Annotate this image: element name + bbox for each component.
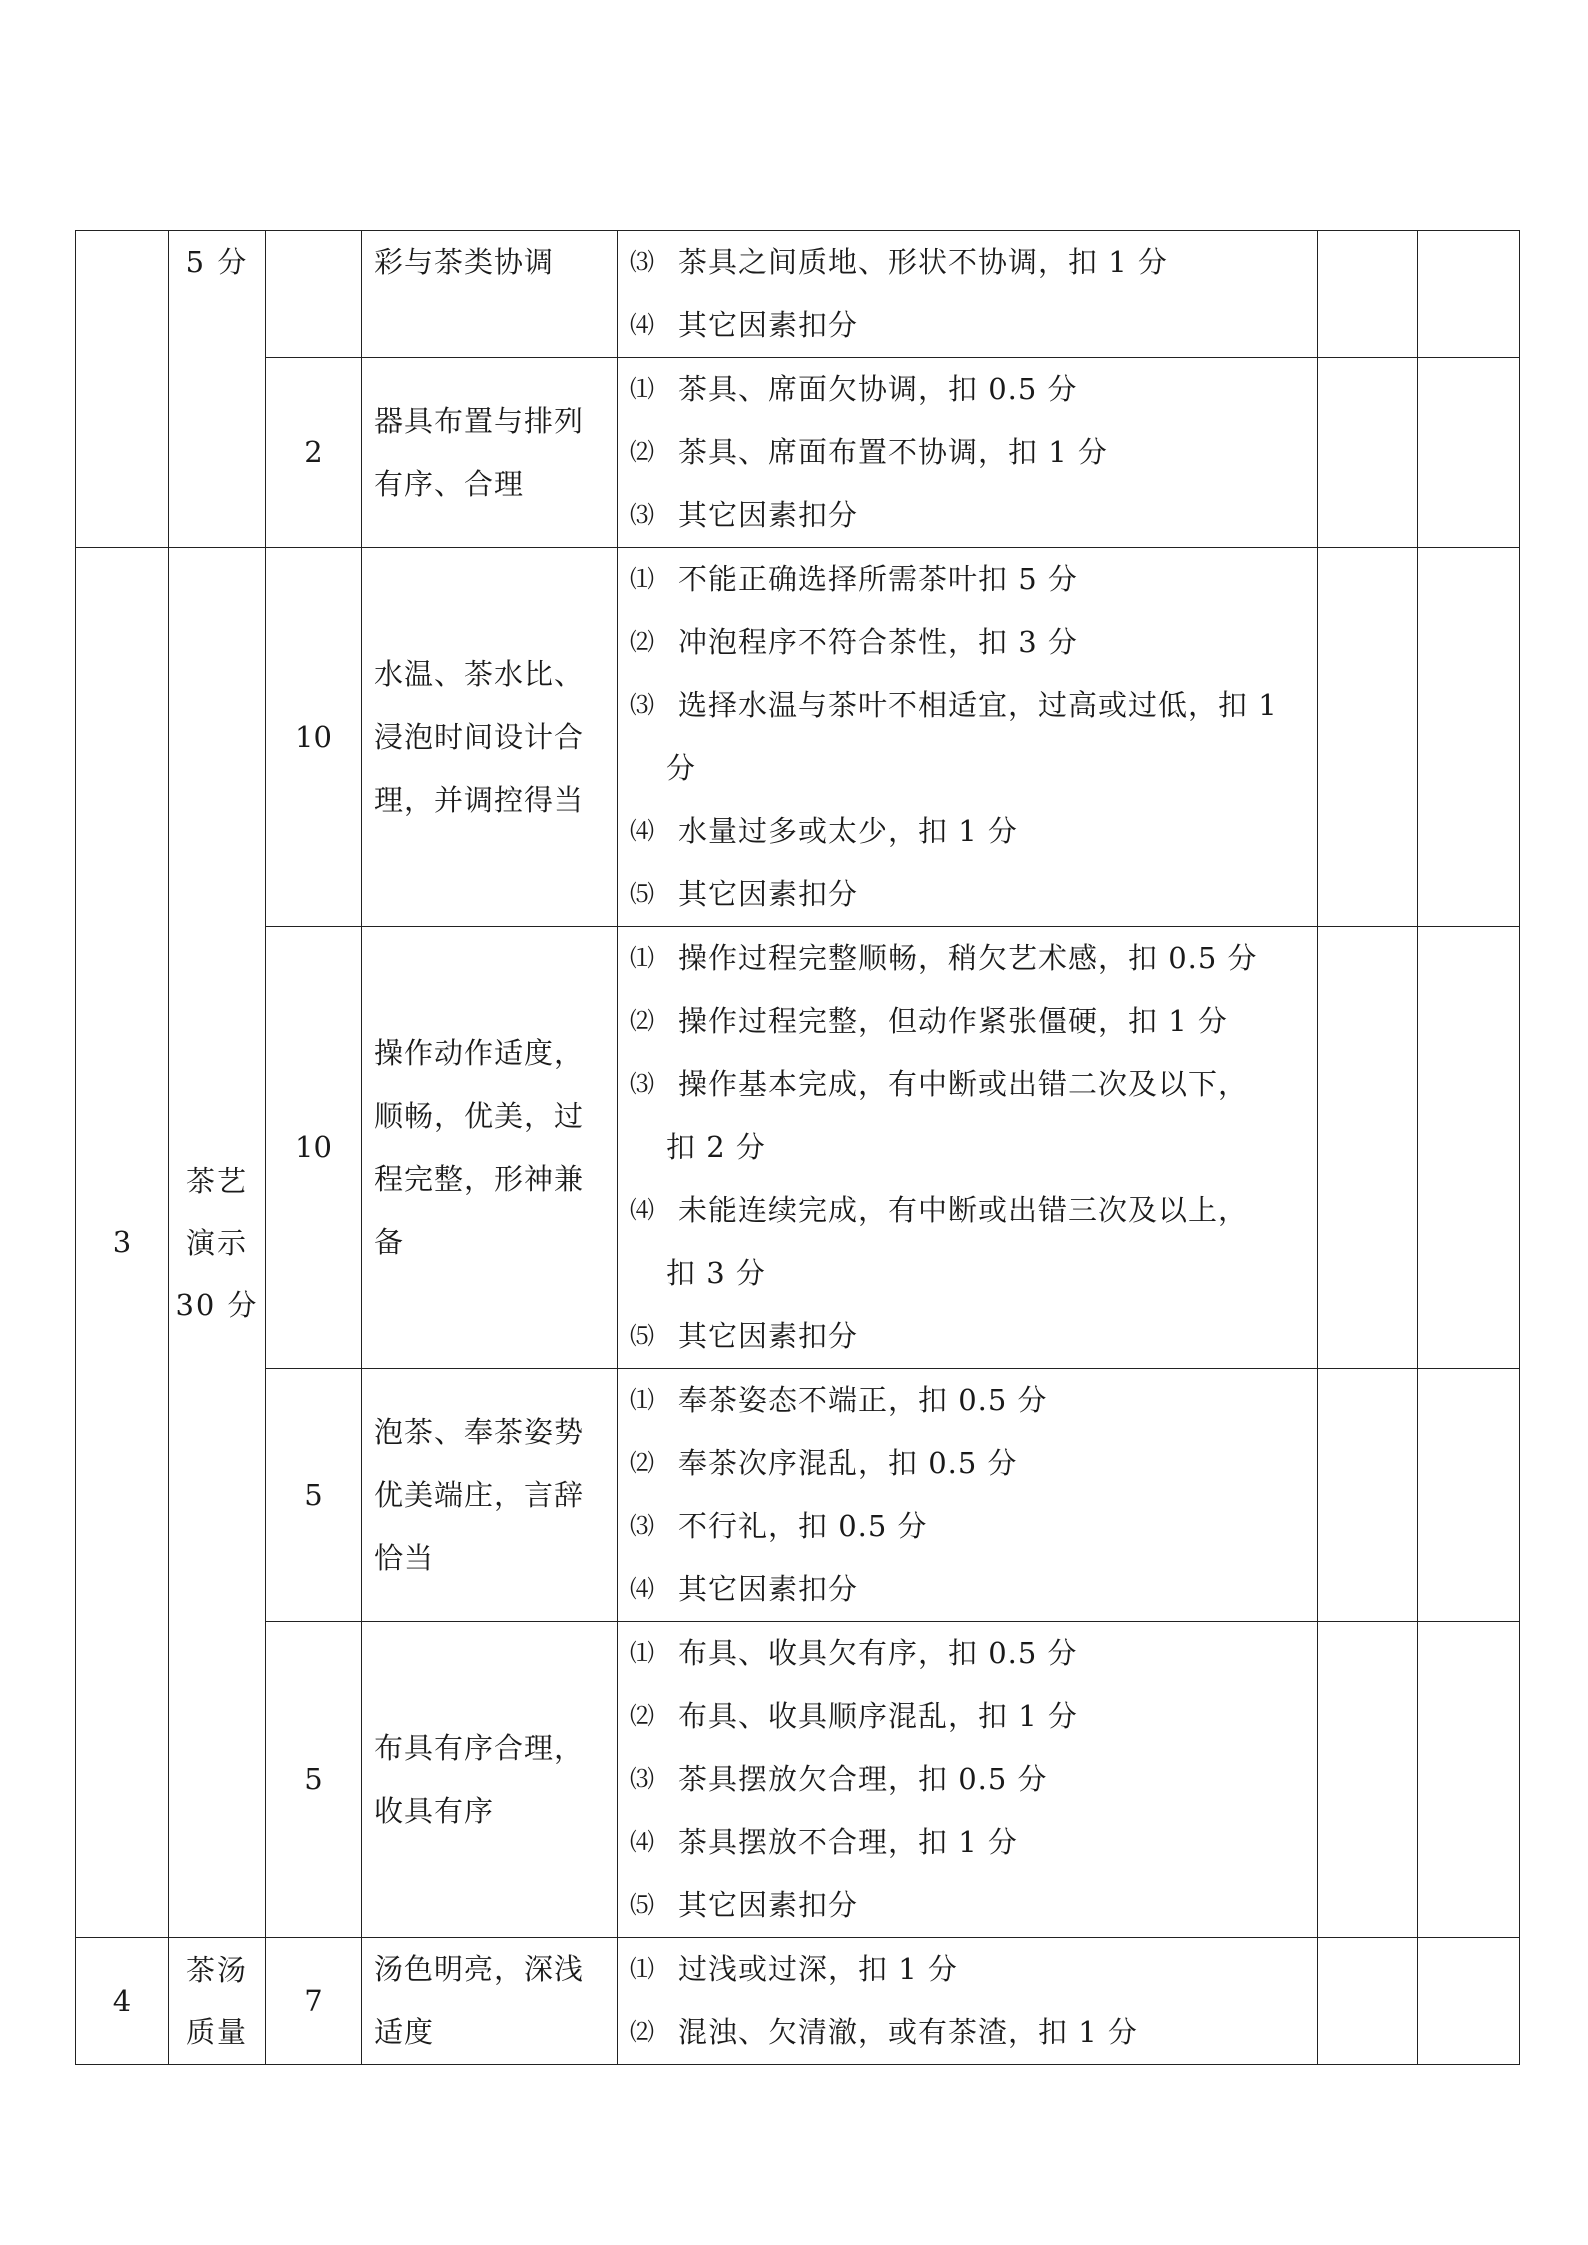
item-number-cell <box>76 231 169 548</box>
criterion-line: 浸泡时间设计合 <box>374 719 585 754</box>
rule-text: 选择水温与茶叶不相适宜，过高或过低，扣 1 <box>678 688 1278 722</box>
deduction-rule <box>630 1938 1313 2001</box>
criterion-line: 适度 <box>374 2015 435 2049</box>
score-cell: 5 <box>266 1369 362 1622</box>
item-category-cell <box>169 1938 266 2065</box>
score-entry-cell <box>1318 1622 1418 1938</box>
criterion-cell <box>362 358 618 548</box>
rule-text: 茶具摆放欠合理，扣 0.5 分 <box>678 1762 1048 1796</box>
rule-text: 布具、收具欠有序，扣 0.5 分 <box>678 1636 1078 1670</box>
remarks-cell <box>1418 1369 1520 1622</box>
rule-number: ⑵ <box>630 628 655 656</box>
criterion-line: 水温、茶水比、 <box>374 656 585 691</box>
rule-number: ⑷ <box>630 311 655 339</box>
score-cell: 10 <box>266 548 362 927</box>
rule-text: 操作过程完整顺畅，稍欠艺术感，扣 0.5 分 <box>678 941 1258 975</box>
rule-number: ⑷ <box>630 1828 655 1856</box>
rule-text: 冲泡程序不符合茶性，扣 3 分 <box>678 625 1078 659</box>
criterion-cell <box>362 231 618 358</box>
score-cell <box>266 231 362 358</box>
table-row <box>76 231 1520 358</box>
rule-text: 茶具之间质地、形状不协调，扣 1 分 <box>678 245 1168 279</box>
deduction-rule <box>630 294 1313 357</box>
score-cell: 5 <box>266 1622 362 1938</box>
score-entry-cell <box>1318 231 1418 358</box>
category-line: 演示 <box>185 1225 248 1260</box>
criterion-line: 恰当 <box>374 1540 435 1575</box>
deduction-rule <box>630 1116 1313 1179</box>
rule-number: ⑷ <box>630 1196 655 1224</box>
table-row <box>76 1938 1520 2065</box>
deduction-rule <box>630 1432 1313 1495</box>
rule-number: ⑶ <box>630 691 655 719</box>
rule-text: 布具、收具顺序混乱，扣 1 分 <box>678 1699 1078 1733</box>
rule-text: 扣 3 分 <box>666 1256 766 1290</box>
rule-text: 不能正确选择所需茶叶扣 5 分 <box>678 562 1078 596</box>
criterion-cell <box>362 927 618 1369</box>
deduction-rule <box>630 863 1313 926</box>
rule-number: ⑷ <box>630 817 655 845</box>
score-entry-cell <box>1318 1369 1418 1622</box>
deduction-rule <box>630 421 1313 484</box>
rule-text: 茶具、席面欠协调，扣 0.5 分 <box>678 372 1078 406</box>
deduction-rule <box>630 1558 1313 1621</box>
criterion-line: 程完整，形神兼 <box>374 1161 585 1196</box>
score-entry-cell <box>1318 1938 1418 2065</box>
category-line: 质量 <box>185 2015 248 2049</box>
deduction-rule <box>630 1179 1313 1242</box>
deduction-rule <box>630 548 1313 611</box>
criterion-line: 优美端庄，言辞 <box>374 1477 585 1512</box>
deduction-rule <box>630 1685 1313 1748</box>
deduction-rule <box>630 1053 1313 1116</box>
score-entry-cell <box>1318 927 1418 1369</box>
table-row <box>76 358 1520 548</box>
deduction-rules-cell <box>618 1622 1318 1938</box>
criterion-line: 汤色明亮，深浅 <box>374 1952 585 1986</box>
deduction-rules-cell <box>618 1938 1318 2065</box>
table-row <box>76 927 1520 1369</box>
criterion-cell <box>362 548 618 927</box>
deduction-rule <box>630 1748 1313 1811</box>
table-row <box>76 1369 1520 1622</box>
deduction-rule <box>630 1811 1313 1874</box>
deduction-rule <box>630 990 1313 1053</box>
rule-text: 操作基本完成，有中断或出错二次及以下， <box>678 1067 1249 1101</box>
deduction-rule <box>630 1242 1313 1305</box>
rule-number: ⑵ <box>630 1702 655 1730</box>
rule-number: ⑴ <box>630 944 655 972</box>
rule-text: 未能连续完成，有中断或出错三次及以上， <box>678 1193 1249 1227</box>
criterion-line: 操作动作适度， <box>374 1035 585 1070</box>
rule-number: ⑴ <box>630 565 655 593</box>
criterion-line: 泡茶、奉茶姿势 <box>374 1414 585 1449</box>
rule-number <box>630 737 666 800</box>
criterion-line: 器具布置与排列 <box>374 403 585 438</box>
score-entry-cell <box>1318 548 1418 927</box>
rule-text: 混浊、欠清澈，或有茶渣，扣 1 分 <box>678 2015 1138 2049</box>
category-line: 30 分 <box>175 1287 259 1322</box>
deduction-rule <box>630 2001 1313 2064</box>
criterion-line: 备 <box>374 1224 405 1259</box>
rule-text: 奉茶次序混乱，扣 0.5 分 <box>678 1446 1018 1480</box>
scoring-table <box>75 230 1520 2065</box>
rule-text: 其它因素扣分 <box>678 498 859 532</box>
score-entry-cell <box>1318 358 1418 548</box>
rule-text: 过浅或过深，扣 1 分 <box>678 1952 958 1986</box>
rule-number: ⑶ <box>630 1512 655 1540</box>
rule-number: ⑶ <box>630 248 655 276</box>
deduction-rule <box>630 1495 1313 1558</box>
rule-text: 其它因素扣分 <box>678 308 859 342</box>
rule-text: 扣 2 分 <box>666 1130 766 1164</box>
remarks-cell <box>1418 927 1520 1369</box>
rule-text: 其它因素扣分 <box>678 1319 859 1353</box>
item-category-cell <box>169 231 266 548</box>
remarks-cell <box>1418 358 1520 548</box>
item-number-cell: 3 <box>76 548 169 1938</box>
criterion-line: 有序、合理 <box>374 466 525 501</box>
criterion-line: 彩与茶类协调 <box>374 245 555 279</box>
deduction-rules-cell <box>618 548 1318 927</box>
deduction-rule <box>630 1305 1313 1368</box>
criterion-line: 顺畅，优美，过 <box>374 1098 585 1133</box>
table-row <box>76 548 1520 927</box>
deduction-rules-cell <box>618 231 1318 358</box>
rule-number: ⑵ <box>630 1007 655 1035</box>
category-line: 茶艺 <box>185 1163 248 1198</box>
criterion-line: 布具有序合理， <box>374 1730 585 1765</box>
remarks-cell <box>1418 231 1520 358</box>
rule-number: ⑴ <box>630 375 655 403</box>
category-line: 5 分 <box>185 245 249 279</box>
rule-number: ⑴ <box>630 1386 655 1414</box>
deduction-rule <box>630 358 1313 421</box>
deduction-rule <box>630 927 1313 990</box>
deduction-rule <box>630 674 1313 737</box>
remarks-cell <box>1418 1938 1520 2065</box>
category-line: 茶汤 <box>185 1953 248 1987</box>
remarks-cell <box>1418 548 1520 927</box>
criterion-cell <box>362 1369 618 1622</box>
rule-number <box>630 1116 666 1179</box>
rule-text: 操作过程完整，但动作紧张僵硬，扣 1 分 <box>678 1004 1228 1038</box>
remarks-cell <box>1418 1622 1520 1938</box>
item-number-cell: 4 <box>76 1938 169 2065</box>
criterion-cell <box>362 1938 618 2065</box>
rule-number: ⑸ <box>630 1891 655 1919</box>
rule-text: 水量过多或太少，扣 1 分 <box>678 814 1018 848</box>
rule-number: ⑶ <box>630 1070 655 1098</box>
rule-number: ⑵ <box>630 438 655 466</box>
rule-text: 其它因素扣分 <box>678 1572 859 1606</box>
table-row <box>76 1622 1520 1938</box>
rule-number: ⑷ <box>630 1575 655 1603</box>
rule-number: ⑵ <box>630 2018 655 2046</box>
rule-text: 茶具、席面布置不协调，扣 1 分 <box>678 435 1108 469</box>
rule-number: ⑴ <box>630 1955 655 1983</box>
rule-text: 其它因素扣分 <box>678 1888 859 1922</box>
rule-text: 奉茶姿态不端正，扣 0.5 分 <box>678 1383 1048 1417</box>
score-cell: 2 <box>266 358 362 548</box>
rule-text: 不行礼，扣 0.5 分 <box>678 1509 928 1543</box>
deduction-rule <box>630 1874 1313 1937</box>
item-category-cell <box>169 548 266 1938</box>
score-cell: 7 <box>266 1938 362 2065</box>
deduction-rules-cell <box>618 358 1318 548</box>
deduction-rules-cell <box>618 927 1318 1369</box>
rule-number: ⑴ <box>630 1639 655 1667</box>
rule-number: ⑸ <box>630 1322 655 1350</box>
rule-number: ⑶ <box>630 1765 655 1793</box>
criterion-line: 理，并调控得当 <box>374 782 585 817</box>
deduction-rule <box>630 231 1313 294</box>
rule-number <box>630 1242 666 1305</box>
rule-number: ⑶ <box>630 501 655 529</box>
rule-text: 其它因素扣分 <box>678 877 859 911</box>
table-body <box>76 231 1520 2065</box>
deduction-rule <box>630 1369 1313 1432</box>
deduction-rule <box>630 800 1313 863</box>
criterion-cell <box>362 1622 618 1938</box>
rule-text: 茶具摆放不合理，扣 1 分 <box>678 1825 1018 1859</box>
deduction-rule <box>630 611 1313 674</box>
score-cell: 10 <box>266 927 362 1369</box>
deduction-rule <box>630 1622 1313 1685</box>
deduction-rule <box>630 484 1313 547</box>
criterion-line: 收具有序 <box>374 1793 495 1828</box>
rule-number: ⑵ <box>630 1449 655 1477</box>
deduction-rule <box>630 737 1313 800</box>
rule-text: 分 <box>666 751 697 785</box>
deduction-rules-cell <box>618 1369 1318 1622</box>
rule-number: ⑸ <box>630 880 655 908</box>
